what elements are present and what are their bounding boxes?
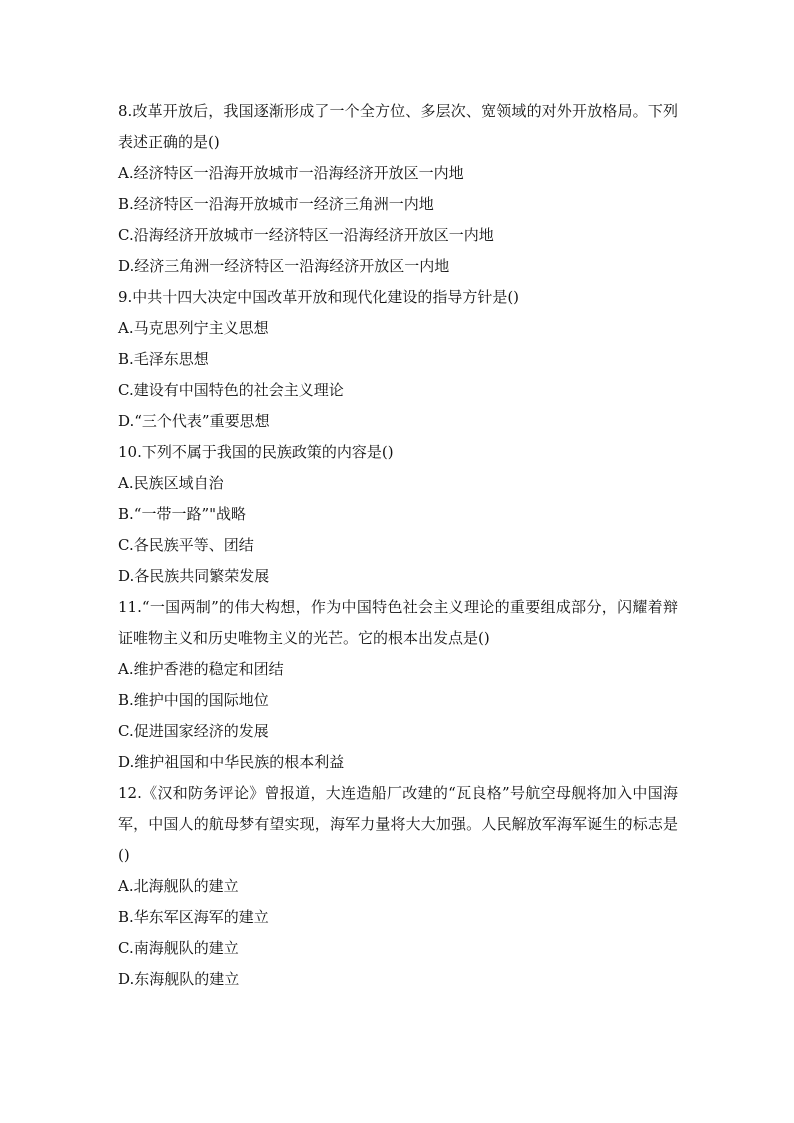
option-c: C.促进国家经济的发展: [118, 722, 269, 740]
question-11: [118, 592, 678, 778]
question-12: [118, 778, 678, 995]
question-9: [118, 282, 678, 437]
question-stem: 12.《汉和防务评论》曾报道，大连造船厂改建的“瓦良格”号航空母舰将加入中国海军，中国人的航母梦有望实现，海军力量将大大加强。人民解放军海军诞生的标志是(): [118, 784, 678, 864]
option-c: C.沿海经济开放城市一经济特区一沿海经济开放区一内地: [118, 226, 494, 244]
question-10: [118, 437, 678, 592]
option-d: D.东海舰队的建立: [118, 970, 240, 988]
option-b: B.维护中国的国际地位: [118, 691, 269, 709]
option-c: C.南海舰队的建立: [118, 939, 239, 957]
option-b: B.华东军区海军的建立: [118, 908, 269, 926]
option-a: A.民族区域自治: [118, 474, 224, 492]
option-d: D.“三个代表”重要思想: [118, 412, 270, 430]
option-d: D.经济三角洲一经济特区一沿海经济开放区一内地: [118, 257, 450, 275]
option-b: B.“一带一路”"战略: [118, 505, 247, 523]
question-stem: 11.“一国两制”的伟大构想，作为中国特色社会主义理论的重要组成部分，闪耀着辩证唯物主义和历史唯物主义的光芒。它的根本出发点是(): [118, 598, 678, 647]
question-8: [118, 96, 678, 282]
question-list: [118, 96, 678, 995]
option-a: A.北海舰队的建立: [118, 877, 239, 895]
option-d: D.各民族共同繁荣发展: [118, 567, 270, 585]
question-stem: 8.改革开放后，我国逐渐形成了一个全方位、多层次、宽领域的对外开放格局。下列表述正确的是(): [118, 102, 678, 151]
option-b: B.毛泽东思想: [118, 350, 209, 368]
option-d: D.维护祖国和中华民族的根本利益: [118, 753, 345, 771]
option-c: C.建设有中国特色的社会主义理论: [118, 381, 344, 399]
question-stem: 10.下列不属于我国的民族政策的内容是(): [118, 443, 394, 461]
option-a: A.维护香港的稳定和团结: [118, 660, 284, 678]
question-stem: 9.中共十四大决定中国改革开放和现代化建设的指导方针是(): [118, 288, 520, 306]
option-a: A.马克思列宁主义思想: [118, 319, 269, 337]
option-b: B.经济特区一沿海开放城市一经济三角洲一内地: [118, 195, 434, 213]
option-a: A.经济特区一沿海开放城市一沿海经济开放区一内地: [118, 164, 464, 182]
option-c: C.各民族平等、团结: [118, 536, 254, 554]
